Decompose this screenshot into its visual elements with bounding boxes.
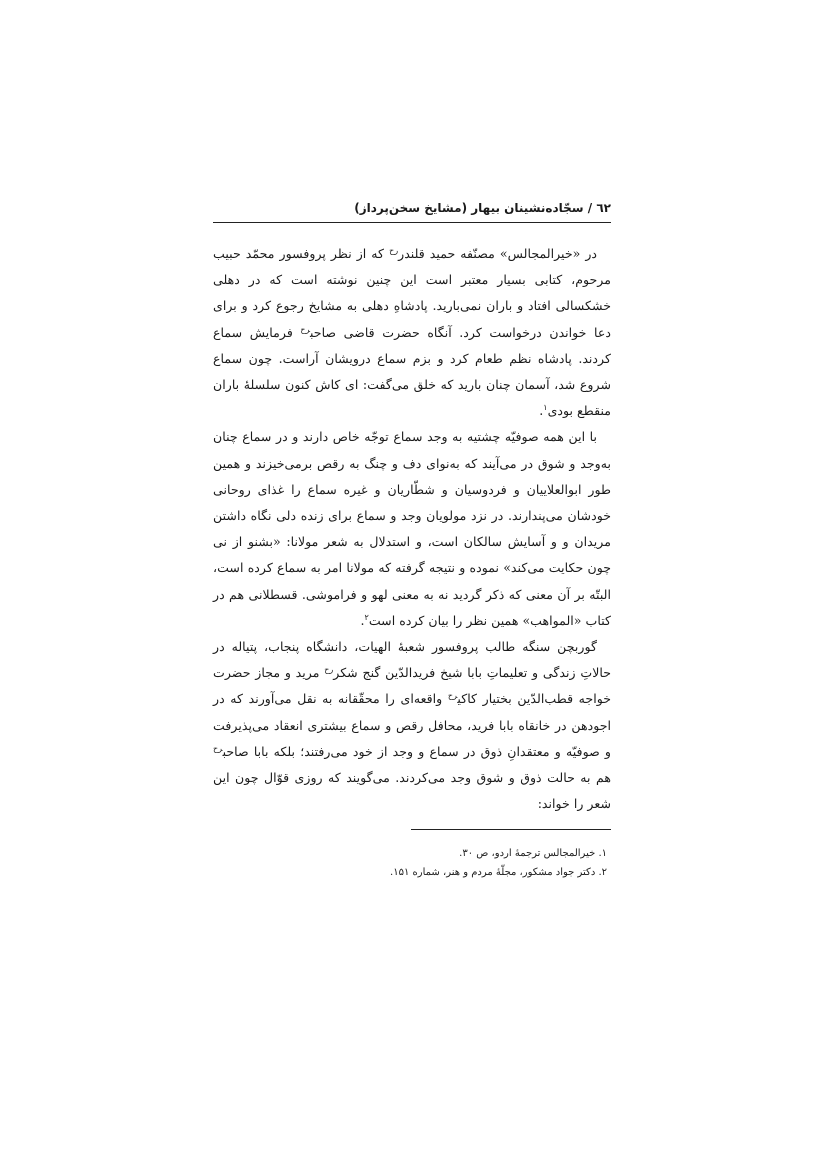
honorific-mark: رح	[389, 245, 399, 255]
book-page	[213, 200, 611, 882]
header-rule	[213, 222, 611, 223]
paragraph-2	[213, 424, 611, 634]
paragraph-3	[213, 634, 611, 817]
honorific-mark: رح	[300, 324, 310, 334]
text-run: در «خیرالمجالس» مصنّفه حمید قلندر	[398, 246, 598, 261]
text-run: .	[539, 403, 544, 419]
text-run: هم به حالت ذوق و شوق وجد می‌کردند. می‌گویند که روزی قوّال چون این شعر را خواند:	[213, 770, 611, 812]
honorific-mark: رح	[213, 743, 223, 753]
footnote-ref[interactable]: ۱	[543, 403, 548, 413]
text-run: گوربچن سنگه طالب پروفسور شعبهٔ الهیات، دانشگاه پنجاب، پتیاله در حالاتِ زندگی و تعلیماتِ بابا شیخ فریدالدّین گنج شکر	[213, 639, 611, 681]
honorific-mark: رح	[324, 665, 334, 675]
text-run: که از نظر پروفسور محمّد حبیب مرحوم، کتابی بسیار معتبر است این چنین نوشته است که در دهلی خشکسالی افتاد و باران نمی‌بارید. پادشاهِ دهلی به مشایخ رجوع کرد و برای دعا خواندن درخواست کرد. آنگاه حضرت قاضی صاحب	[213, 246, 611, 340]
footnote-1: ۱. خیرالمجالس ترجمهٔ اردو، ص ۳۰.	[459, 848, 607, 860]
text-run: .	[360, 612, 365, 628]
footnotes	[213, 844, 611, 882]
footnote-rule	[411, 829, 611, 830]
body-text	[213, 241, 611, 817]
text-run: فرمایش سماع کردند. پادشاه نظم طعام کرد و بزم سماع درویشان آراست. چون سماع شروع شد، آسمان چنان بارید که خلق می‌گفت: ای کاش کنون سلسلهٔ باران منقطع بودی	[213, 324, 611, 419]
honorific-mark: رح	[447, 691, 458, 701]
text-run: واقعه‌ای را محقّقانه به نقل می‌آورند که در اجودهن در خانقاه بابا فرید، محافل رقص و سماع بیشتری انعقاد می‌پذیرفت و صوفیّه و معتقدانِ ذوق در سماع و وجد از خود می‌رفتند؛ بلکه بابا صاحب	[213, 691, 611, 759]
paragraph-1	[213, 241, 611, 424]
text-run: مرید و مجاز حضرت خواجه قطب‌الدّین بختیار کاکی	[213, 665, 612, 707]
footnote-ref[interactable]: ۲	[364, 612, 369, 622]
footnote-2: ۲. دکتر جواد مشکور، مجلّهٔ مردم و هنر، شماره ۱۵۱.	[390, 867, 607, 879]
running-head: ٦٢ / سجّاده‌نشینان بیهار (مشایخ سخن‌پرداز)	[354, 201, 611, 215]
text-run: با این همه صوفیّه چشتیه به وجد سماع توجّه خاص دارند و در سماع چنان به‌وجد و شوق در می‌آیند که به‌نوای دف و چنگ به رقص برمی‌خیزند و همین طور ابوالعلاییان و فردوسیان و شطّاریان و غیره سماع را غذای روحانی خودشان می‌پندارند. در نزد مولویان وجد و سماع برای زنده دلی نگاه داشتن مریدان و و آسایش سالکان است، و استدلال به شعر مولانا: «بشنو از نی چون حکایت می‌کند» نموده و نتیجه گرفته که مولانا امر به سماع کرده است، البتّه بر آن معنی که ذکر گردید نه به معنی لهو و فراموشی. قسطلانی هم در کتاب «المواهب» همین نظر را بیان کرده است	[213, 429, 611, 628]
